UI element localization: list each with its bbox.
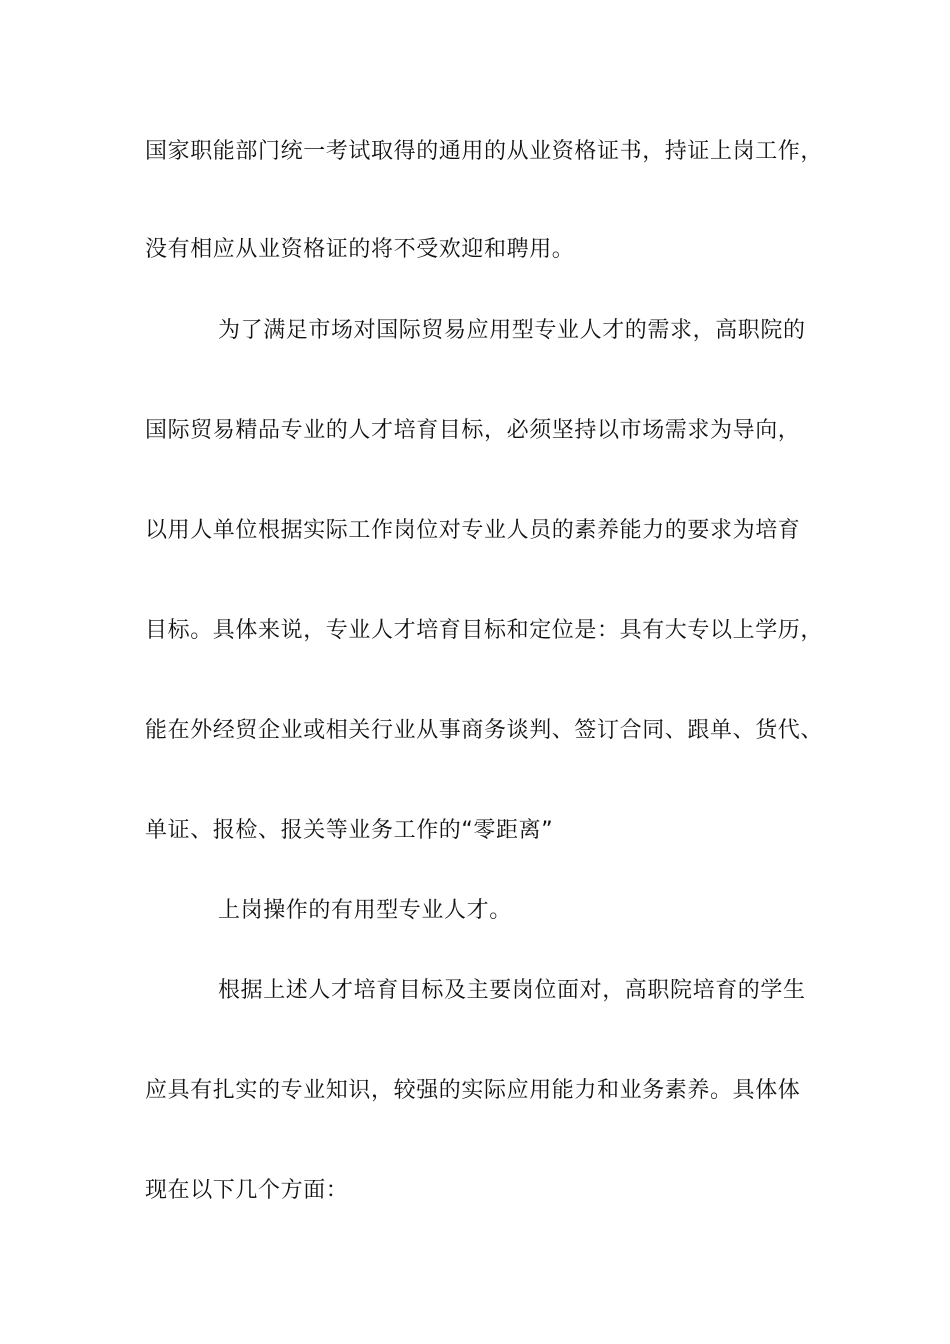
- paragraph-line: 目标。具体来说，专业人才培育目标和定位是：具有大专以上学历，: [145, 618, 824, 643]
- paragraph-line: 单证、报检、报关等业务工作的“零距离”: [145, 818, 554, 843]
- paragraph-line: 没有相应从业资格证的将不受欢迎和聘用。: [145, 237, 575, 262]
- paragraph-line: 上岗操作的有用型专业人才。: [218, 898, 512, 923]
- paragraph-line: 为了满足市场对国际贸易应用型专业人才的需求，高职院的: [218, 318, 806, 343]
- paragraph-line: 以用人单位根据实际工作岗位对专业人员的素养能力的要求为培育: [145, 518, 801, 543]
- paragraph-line: 国际贸易精品专业的人才培育目标，必须坚持以市场需求为导向，: [145, 418, 801, 443]
- paragraph-line: 应具有扎实的专业知识，较强的实际应用能力和业务素养。具体体: [145, 1078, 801, 1103]
- paragraph-line: 现在以下几个方面：: [145, 1178, 349, 1203]
- paragraph-line: 能在外经贸企业或相关行业从事商务谈判、签订合同、跟单、货代、: [145, 718, 824, 743]
- paragraph-line: 国家职能部门统一考试取得的通用的从业资格证书，持证上岗工作，: [145, 139, 824, 164]
- paragraph-line: 根据上述人才培育目标及主要岗位面对，高职院培育的学生: [218, 978, 806, 1003]
